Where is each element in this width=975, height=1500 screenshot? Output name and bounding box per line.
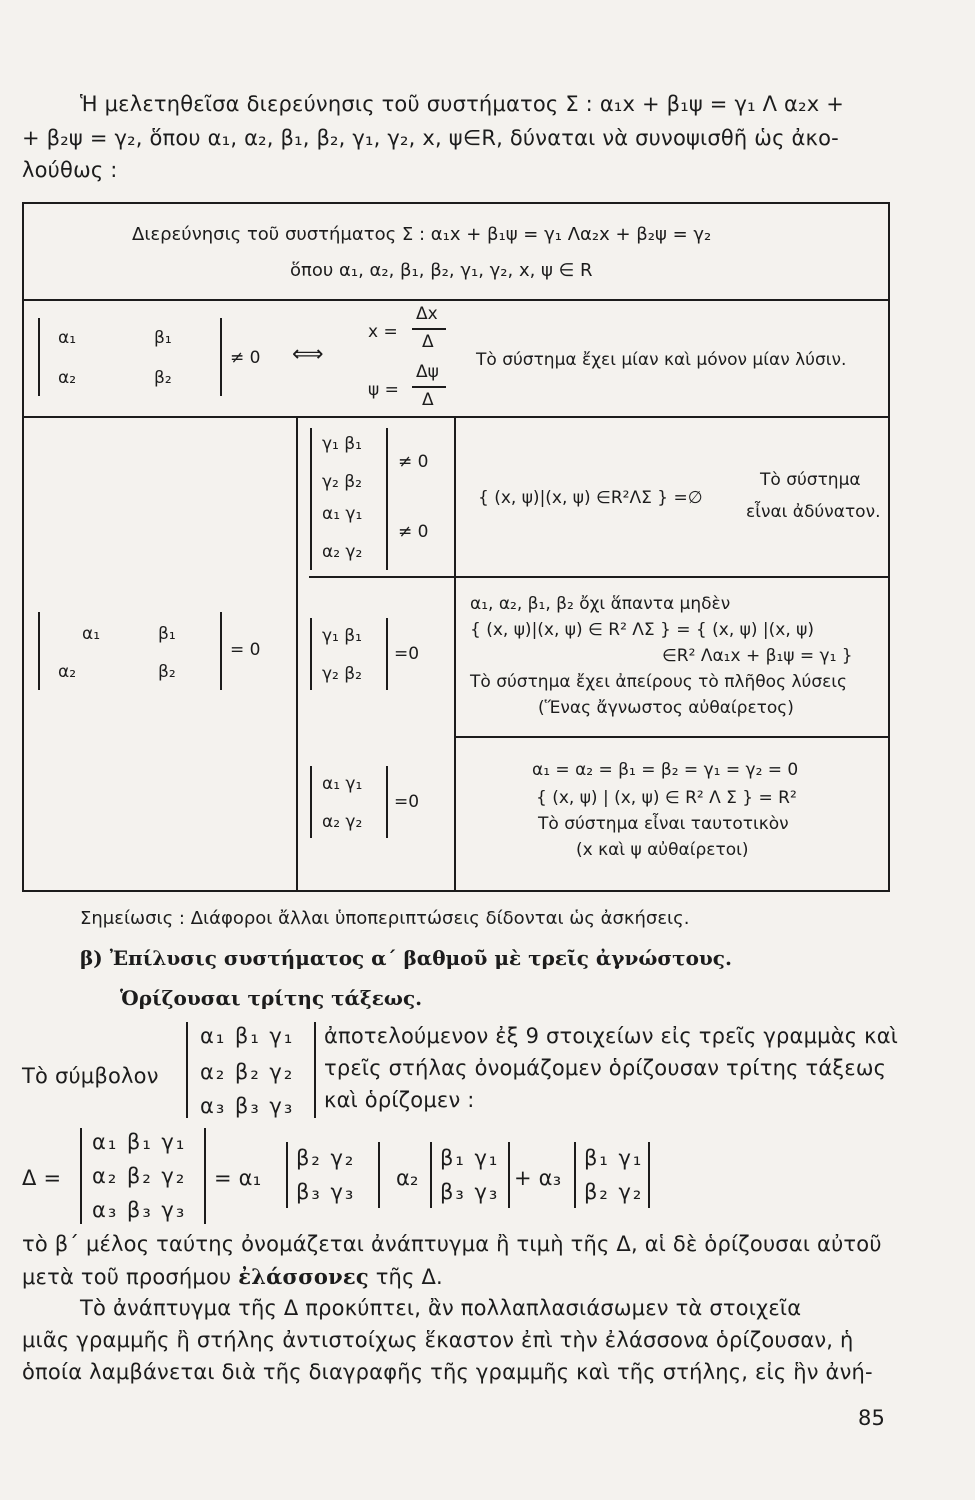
y-lhs: ψ = <box>368 380 399 400</box>
para1-term-minors: ἐλάσσονες <box>238 1264 369 1289</box>
expansion-lhs: Δ = <box>22 1166 62 1190</box>
expansion-eq-a1: = α₁ <box>214 1166 262 1190</box>
symbol-desc-2: τρεῖς στήλας ὀνομάζομεν ὁρίζουσαν τρίτης τάξεως <box>324 1056 887 1080</box>
expansion-plus-a3: + α₃ <box>514 1166 562 1190</box>
case1-a1: α₁ <box>58 328 77 348</box>
para2-line-3: ὁποία λαμβάνεται διὰ τῆς διαγραφῆς τῆς γραμμῆς καὶ τῆς στήλης, εἰς ἣν ἀνή- <box>22 1360 873 1384</box>
minor-1-row-2: β₃ γ₃ <box>296 1180 356 1204</box>
case3-identity-4: (x καὶ ψ αὐθαίρετοι) <box>576 840 749 860</box>
section-heading-b: β) Ἐπίλυσις συστήματος α΄ βαθμοῦ μὲ τρεῖς ἀγνώστους. <box>80 946 732 970</box>
symbol-label: Τὸ σύμβολον <box>22 1064 159 1088</box>
case3-d1-row1: γ₁ β₁ <box>322 626 362 646</box>
y-denominator: Δ <box>422 390 434 410</box>
case3-identity-3: Τὸ σύστημα εἶναι ταυτοτικὸν <box>538 814 789 834</box>
case2-d1-row1: γ₁ β₁ <box>322 434 362 454</box>
intro-line-2: + β₂ψ = γ₂, ὅπου α₁, α₂, β₁, β₂, γ₁, γ₂, x, ψ∈R, δύναται νὰ συνοψισθῆ ὡς ἀκο- <box>22 126 839 150</box>
para2-line-2: μιᾶς γραμμῆς ἢ στήλης ἀντιστοίχως ἕκαστον ἐπὶ τὴν ἐλάσσονα ὁρίζουσαν, ἡ <box>22 1328 854 1352</box>
case3-d2-row1: α₁ γ₁ <box>322 774 363 794</box>
case2-d2-row1: α₁ γ₁ <box>322 504 363 524</box>
case3-text-3: ∈R² Λα₁x + β₁ψ = γ₁ } <box>662 646 853 666</box>
case3-text-1: α₁, α₂, β₁, β₂ ὄχι ἅπαντα μηδὲν <box>470 594 731 614</box>
case3-identity-2: { (x, ψ) | (x, ψ) ∈ R² Λ Σ } = R² <box>536 788 797 808</box>
case2-d2-condition: ≠ 0 <box>398 522 429 542</box>
box-subtitle: ὅπου α₁, α₂, β₁, β₂, γ₁, γ₂, x, ψ ∈ R <box>290 260 593 281</box>
case3-b2: β₂ <box>158 662 176 682</box>
case1-result: Τὸ σύστημα ἔχει μίαν καὶ μόνον μίαν λύσιν. <box>476 350 847 370</box>
intro-line-1: Ἡ μελετηθεῖσα διερεύνησις τοῦ συστήματος Σ : α₁x + β₁ψ = γ₁ Λ α₂x + <box>80 92 844 116</box>
separator-line <box>24 299 888 301</box>
symbol-desc-3: καὶ ὁρίζομεν : <box>324 1088 475 1112</box>
box-title: Διερεύνησις τοῦ συστήματος Σ : α₁x + β₁ψ = γ₁ Λα₂x + β₂ψ = γ₂ <box>132 224 712 245</box>
column-divider <box>454 416 456 890</box>
page-number: 85 <box>858 1406 886 1430</box>
summary-box <box>22 202 890 892</box>
case3-a2: α₂ <box>58 662 77 682</box>
symbol-desc-1: ἀποτελούμενον ἐξ 9 στοιχείων εἰς τρεῖς γραμμὰς καὶ <box>324 1024 899 1048</box>
column-divider <box>296 416 298 890</box>
case3-text-4: Τὸ σύστημα ἔχει ἀπείρους τὸ πλῆθος λύσεις <box>470 672 848 692</box>
para1-line-1: τὸ β΄ μέλος ταύτης ὀνομάζεται ἀνάπτυγμα ἢ τιμὴ τῆς Δ, αἱ δὲ ὁρίζουσαι αὐτοῦ <box>22 1232 882 1256</box>
expansion-row-2: α₂ β₂ γ₂ <box>92 1164 187 1188</box>
x-denominator: Δ <box>422 332 434 352</box>
para1-line-2c: τῆς Δ. <box>368 1265 443 1289</box>
x-lhs: x = <box>368 322 398 342</box>
case3-a1: α₁ <box>82 624 101 644</box>
case1-condition: ≠ 0 <box>230 348 261 368</box>
case1-b1: β₁ <box>154 328 172 348</box>
case3-text-5: (Ἕνας ἄγνωστος αὐθαίρετος) <box>538 698 794 718</box>
x-numerator: Δx <box>416 304 438 324</box>
para1-line-2a: μετὰ τοῦ προσήμου <box>22 1265 239 1289</box>
separator-line <box>454 736 888 738</box>
expansion-a2: α₂ <box>396 1166 419 1190</box>
y-numerator: Δψ <box>416 362 439 382</box>
case3-b1: β₁ <box>158 624 176 644</box>
symbol-row-2: α₂ β₂ γ₂ <box>200 1060 295 1084</box>
case3-d1-row2: γ₂ β₂ <box>322 664 362 684</box>
minor-3-row-2: β₂ γ₂ <box>584 1180 644 1204</box>
fraction-bar <box>412 386 446 388</box>
separator-line <box>24 416 888 418</box>
minor-2-row-1: β₁ γ₁ <box>440 1146 500 1170</box>
subsection-heading-determinants: Ὁρίζουσαι τρίτης τάξεως. <box>120 986 423 1010</box>
para2-line-1: Τὸ ἀνάπτυγμα τῆς Δ προκύπτει, ἂν πολλαπλασιάσωμεν τὰ στοιχεῖα <box>80 1296 802 1320</box>
case3-text-2: { (x, ψ)|(x, ψ) ∈ R² ΛΣ } = { (x, ψ) |(x, ψ) <box>470 620 814 640</box>
expansion-row-3: α₃ β₃ γ₃ <box>92 1198 187 1222</box>
minor-2-row-2: β₃ γ₃ <box>440 1180 500 1204</box>
minor-1-row-1: β₂ γ₂ <box>296 1146 356 1170</box>
case3-d2-row2: α₂ γ₂ <box>322 812 363 832</box>
symbol-row-3: α₃ β₃ γ₃ <box>200 1094 295 1118</box>
case3-d1-condition: =0 <box>394 644 420 664</box>
note: Σημείωσις : Διάφοροι ἄλλαι ὑποπεριπτώσεις δίδονται ὡς ἀσκήσεις. <box>80 908 690 929</box>
case2-d2-row2: α₂ γ₂ <box>322 542 363 562</box>
case3-condition: = 0 <box>230 640 261 660</box>
case2-result-line1: Τὸ σύστημα <box>760 470 861 490</box>
case3-identity-1: α₁ = α₂ = β₁ = β₂ = γ₁ = γ₂ = 0 <box>532 760 799 780</box>
case2-d1-condition: ≠ 0 <box>398 452 429 472</box>
equivalence-arrow: ⟺ <box>292 342 324 367</box>
expansion-row-1: α₁ β₁ γ₁ <box>92 1130 187 1154</box>
case1-b2: β₂ <box>154 368 172 388</box>
case2-set: { (x, ψ)|(x, ψ) ∈R²ΛΣ } =∅ <box>478 488 703 508</box>
intro-line-3: λούθως : <box>22 158 118 182</box>
symbol-row-1: α₁ β₁ γ₁ <box>200 1024 295 1048</box>
separator-line <box>309 576 888 578</box>
case2-result-line2: εἶναι ἀδύνατον. <box>746 502 881 522</box>
case2-d1-row2: γ₂ β₂ <box>322 472 362 492</box>
fraction-bar <box>412 328 446 330</box>
case3-d2-condition: =0 <box>394 792 420 812</box>
case1-a2: α₂ <box>58 368 77 388</box>
para1-line-2 <box>22 1264 443 1289</box>
minor-3-row-1: β₁ γ₁ <box>584 1146 644 1170</box>
